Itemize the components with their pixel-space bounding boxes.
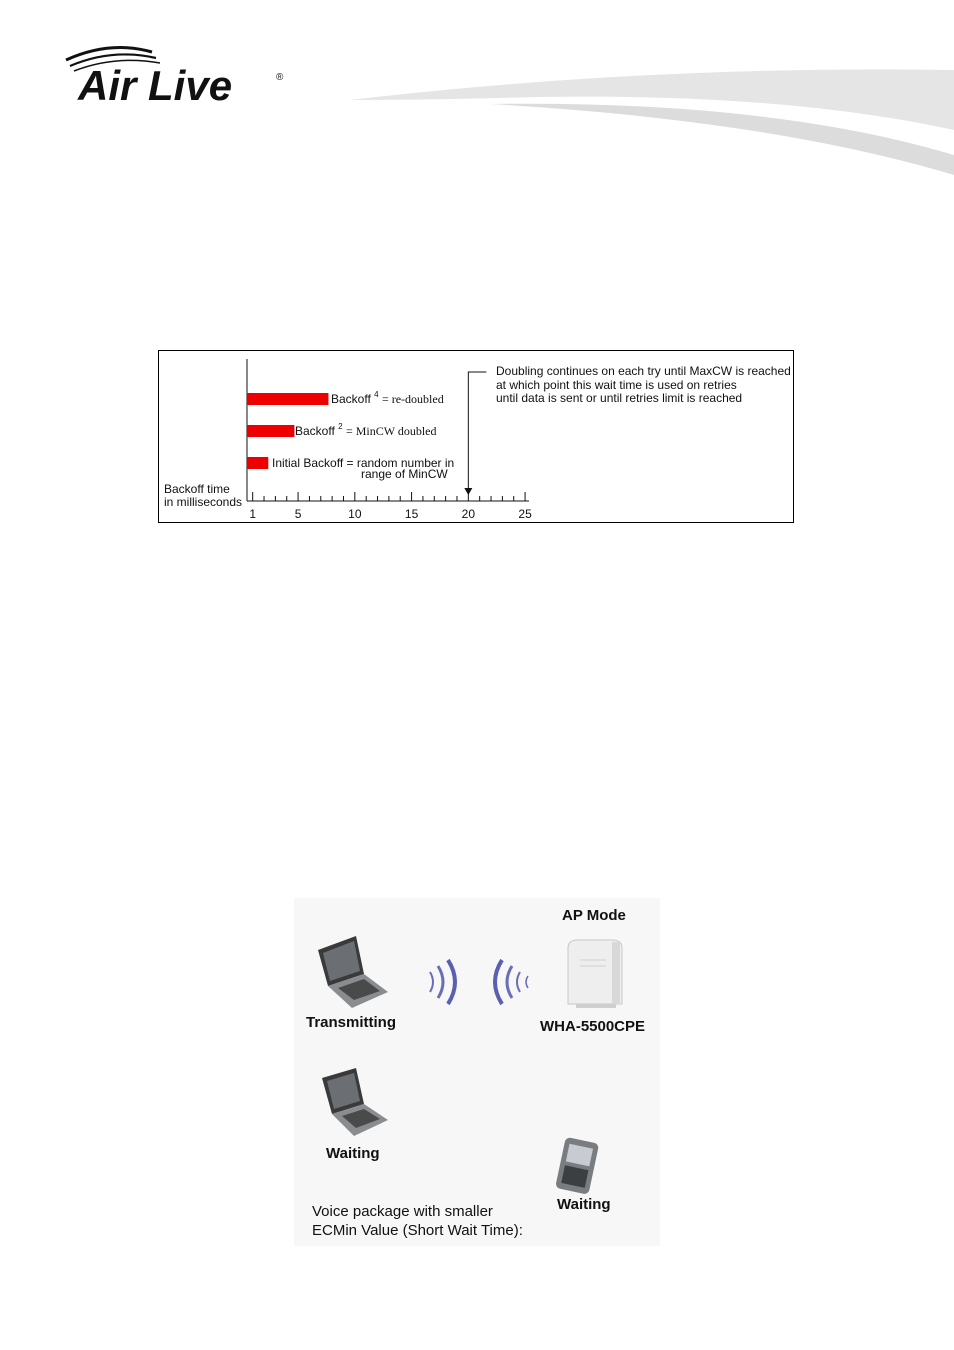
tick-label: 15 bbox=[404, 507, 419, 521]
voice-note-line2: ECMin Value (Short Wait Time): bbox=[312, 1222, 523, 1239]
bar-label-2: Backoff $^2$ = MinCW doubled bbox=[295, 422, 437, 438]
voice-note-line1: Voice package with smaller bbox=[312, 1203, 493, 1220]
wireless-waves-icon bbox=[430, 960, 528, 1004]
backoff-bar-2 bbox=[247, 425, 294, 437]
tick-marks bbox=[253, 492, 525, 501]
transmitting-label: Transmitting bbox=[306, 1014, 397, 1031]
tick-label: 1 bbox=[249, 507, 257, 521]
backoff-diagram bbox=[158, 350, 794, 523]
smartphone-icon bbox=[555, 1137, 599, 1195]
laptop-icon-2 bbox=[322, 1068, 388, 1136]
annotation-line-3: until data is sent or until retries limit is reached bbox=[496, 391, 743, 405]
airlive-logo bbox=[60, 40, 300, 110]
backoff-bar-4 bbox=[247, 393, 328, 405]
annotation-line-1: Doubling continues on each try until MaxCW is reached bbox=[496, 364, 791, 378]
tick-label: 25 bbox=[518, 507, 532, 521]
waiting-label-laptop: Waiting bbox=[326, 1145, 380, 1162]
access-point-icon bbox=[568, 940, 622, 1008]
ap-mode-title: AP Mode bbox=[562, 907, 626, 924]
axis-label-line1: Backoff time bbox=[164, 482, 230, 496]
ap-mode-figure bbox=[294, 898, 660, 1246]
brand-text: Air Live bbox=[78, 62, 233, 109]
bar-label-initial: Initial Backoff = random number in bbox=[272, 456, 455, 470]
bar-label-4: Backoff $^4$ = re-doubled bbox=[331, 390, 444, 406]
bar-label-initial-line2: range of MinCW bbox=[361, 467, 448, 481]
registered-mark: ® bbox=[276, 72, 284, 83]
laptop-icon bbox=[318, 936, 388, 1008]
annotation-line-2: at which point this wait time is used on retries bbox=[496, 378, 737, 392]
tick-label: 10 bbox=[348, 507, 362, 521]
tick-labels bbox=[249, 507, 532, 521]
tick-label: 5 bbox=[294, 507, 302, 521]
initial-backoff-bar bbox=[247, 457, 268, 469]
device-label: WHA-5500CPE bbox=[540, 1018, 646, 1035]
tick-label: 20 bbox=[461, 507, 476, 521]
maxcw-arrow bbox=[464, 372, 486, 495]
axis-label-line2: in milliseconds bbox=[164, 495, 243, 509]
header-swoosh bbox=[350, 60, 954, 180]
waiting-label-phone: Waiting bbox=[557, 1196, 611, 1213]
